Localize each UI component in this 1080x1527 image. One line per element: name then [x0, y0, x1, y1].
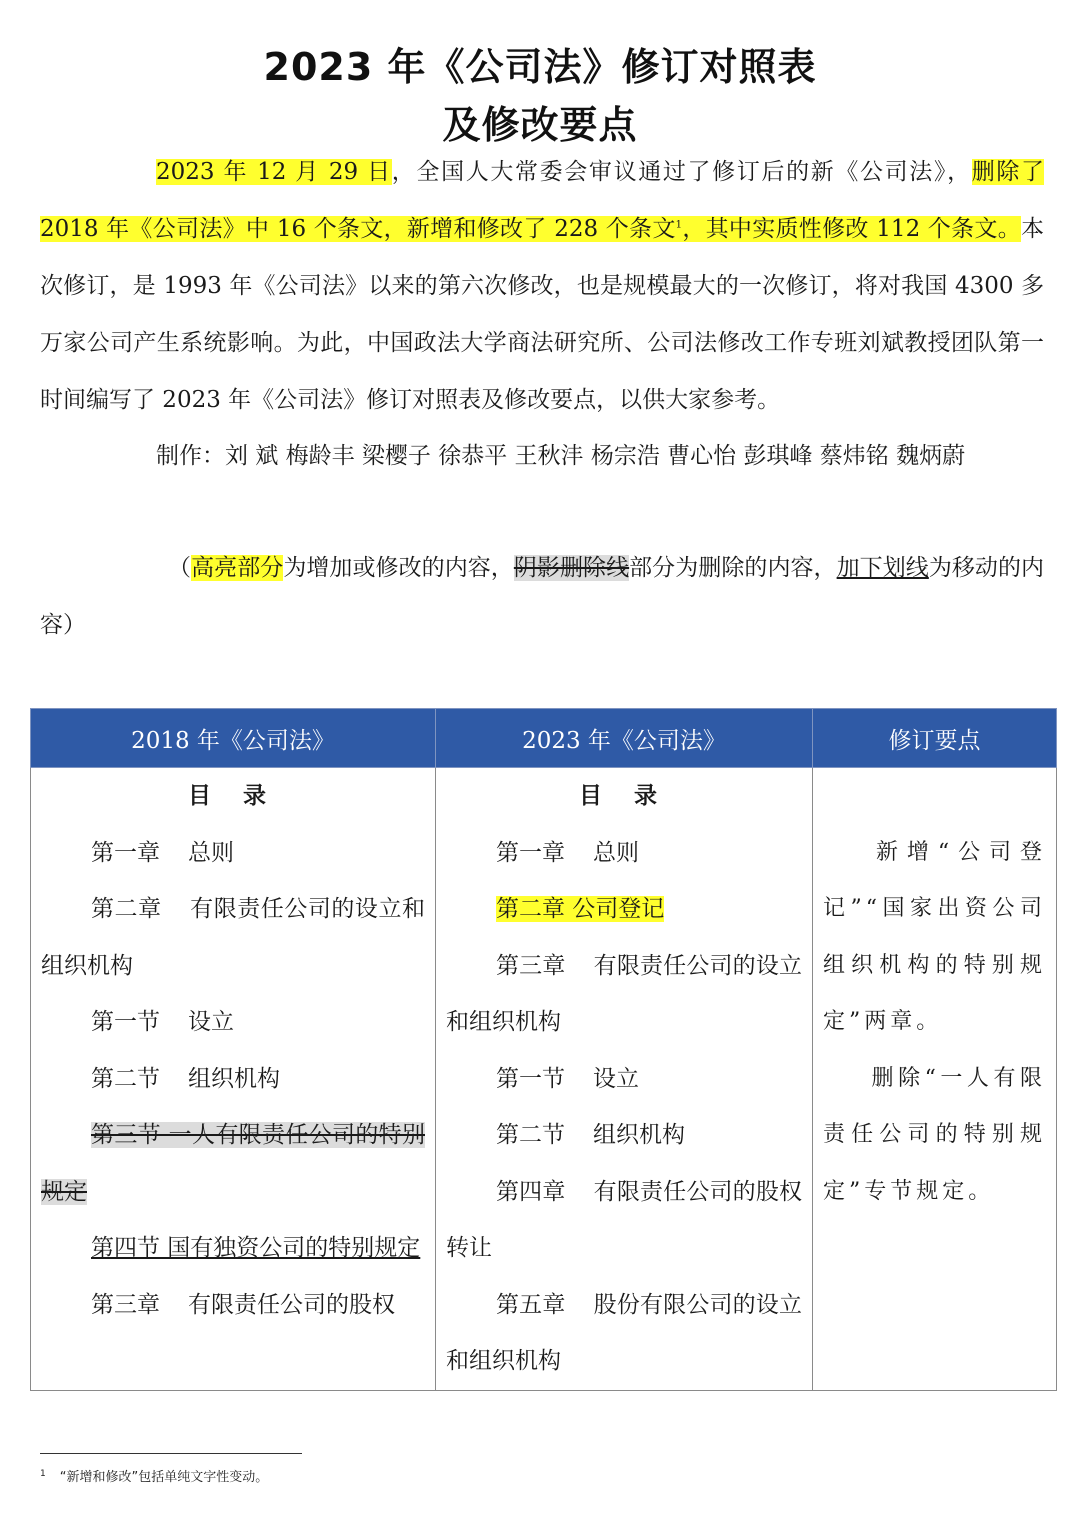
footnote-ref[interactable]: 1: [675, 219, 683, 231]
comparison-table: [30, 708, 1057, 1391]
table-header-row: [31, 709, 1057, 768]
header-notes: 修订要点: [813, 709, 1057, 768]
toc-item: 第一节 设立: [496, 1065, 639, 1092]
revision-note: 删除“一人有限责任公司的特别规定”专节规定。: [823, 1065, 1046, 1204]
toc-item-new: 第二章 公司登记: [496, 896, 665, 922]
toc-item: 第二节 组织机构: [496, 1122, 685, 1148]
document-title: 2023 年《公司法》修订对照表: [263, 45, 817, 89]
toc-item: 第二章 有限责任公司的设立和组织机构: [41, 896, 426, 979]
legend-shade: 阴影删除线: [513, 555, 630, 581]
toc-item: 第四章 有限责任公司的股权转让: [446, 1178, 803, 1261]
legend-highlight: 高亮部分: [191, 555, 284, 581]
footnote-divider: [40, 1453, 302, 1454]
authors-paragraph: [40, 428, 1044, 485]
table-row: [31, 768, 1057, 1391]
toc-item: 第三章 有限责任公司的股权: [91, 1291, 395, 1318]
toc-item-moved: 第四节 国有独资公司的特别规定: [91, 1235, 421, 1261]
toc-heading: 目 录: [187, 783, 278, 809]
footnote: [40, 1466, 268, 1485]
toc-item: 第五章 股份有限公司的设立和组织机构: [446, 1291, 803, 1374]
intro-text-2: 本次修订，是 1993 年《公司法》以来的第六次修改，也是规模最大的一次修订，将对我国 4300 多万家公司产生系统影响。为此，中国政法大学商法研究所、公司法修改工作专班刘斌教授团队第一时间编写了 2023 年《公司法》修订对照表及修改要点，以供大家参考。: [40, 216, 1044, 413]
toc-item: 第一章 总则: [91, 839, 234, 866]
intro-stats: 删除了 2018 年《公司法》中 16 个条文，新增和修改了 228 个条文$^1$，其中实质性修改 112 个条文。: [40, 159, 1045, 242]
intro-text-1: ，全国人大常委会审议通过了修订后的新《公司法》，: [391, 159, 972, 185]
toc-item-deleted: 第三节 一人有限责任公司的特别规定: [41, 1122, 425, 1205]
toc-heading: 目 录: [578, 783, 669, 809]
toc-item: 第一节 设立: [91, 1009, 234, 1035]
cell-2023-toc: [436, 768, 813, 1391]
legend-underline: 加下划线: [836, 555, 929, 581]
cell-notes: [813, 768, 1057, 1391]
header-2018: 2018 年《公司法》: [31, 709, 436, 768]
revision-note: 新增“公司登记”“国家出资公司组织机构的特别规定”两章。: [823, 839, 1046, 1034]
toc-item: 第二节 组织机构: [91, 1065, 280, 1092]
header-2023: 2023 年《公司法》: [436, 709, 813, 768]
footnote-text: “新增和修改”包括单纯文字性变动。: [59, 1470, 269, 1485]
document-subtitle: 及修改要点: [442, 103, 638, 147]
intro-paragraph: [40, 144, 1044, 429]
toc-item: 第三章 有限责任公司的设立和组织机构: [446, 952, 803, 1035]
legend-paragraph: （高亮部分为增加或修改的内容，阴影删除线部分为删除的内容，加下划线为移动的内容）: [40, 555, 1045, 638]
cell-2018-toc: [31, 768, 436, 1391]
intro-date: 2023 年 12 月 29 日: [156, 159, 392, 185]
authors: 制作：刘 斌 梅龄丰 梁樱子 徐恭平 王秋沣 杨宗浩 曹心怡 彭琪峰 蔡炜铭 魏炳蔚: [156, 443, 966, 469]
footnote-mark: 1: [40, 1468, 46, 1479]
toc-item: 第一章 总则: [496, 839, 639, 866]
